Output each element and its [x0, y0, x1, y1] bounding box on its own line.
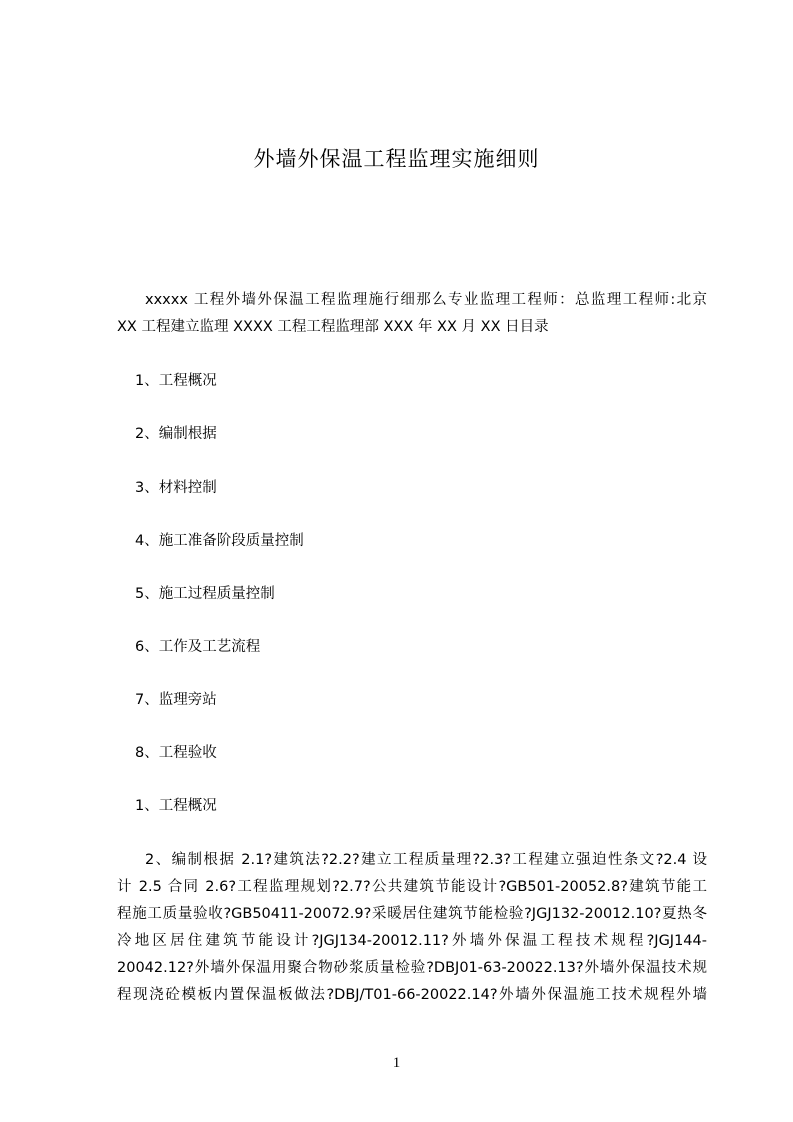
- page-number: 1: [392, 1055, 401, 1071]
- body-line: 程施工质量验收?GB50411-20072.9?采暖居住建筑节能检验?JGJ132-20012.10?夏热冬: [117, 906, 707, 922]
- toc-item: 3、材料控制: [135, 480, 217, 496]
- intro-line: xxxxx 工程外墙外保温工程监理施行细那么专业监理工程师：总监理工程师:北京: [145, 292, 707, 308]
- body-line: 程现浇砼模板内置保温板做法?DBJ/T01-66-20022.14?外墙外保温施工技术规程外墙: [117, 987, 707, 1003]
- toc-item: 7、监理旁站: [135, 692, 217, 708]
- body-line: 20042.12?外墙外保温用聚合物砂浆质量检验?DBJ01-63-20022.13?外墙外保温技术规: [117, 960, 707, 976]
- body-line: 冷地区居住建筑节能设计?JGJ134-20012.11?外墙外保温工程技术规程?JGJ144-: [117, 933, 707, 949]
- toc-item: 4、施工准备阶段质量控制: [135, 533, 304, 549]
- body-line: 计 2.5 合同 2.6?工程监理规划?2.7?公共建筑节能设计?GB501-20052.8?建筑节能工: [117, 879, 707, 895]
- toc-item: 1、工程概况: [135, 373, 217, 389]
- intro-line: XX 工程建立监理 XXXX 工程工程监理部 XXX 年 XX 月 XX 日目录: [117, 319, 549, 335]
- body-line: 2、编制根据 2.1?建筑法?2.2?建立工程质量理?2.3?工程建立强迫性条文?2.4 设: [145, 852, 707, 868]
- document-title: 外墙外保温工程监理实施细则: [253, 147, 540, 171]
- toc-item: 5、施工过程质量控制: [135, 586, 275, 602]
- toc-item: 8、工程验收: [135, 745, 217, 761]
- section-heading: 1、工程概况: [135, 798, 217, 814]
- toc-item: 6、工作及工艺流程: [135, 639, 261, 655]
- toc-item: 2、编制根据: [135, 426, 217, 442]
